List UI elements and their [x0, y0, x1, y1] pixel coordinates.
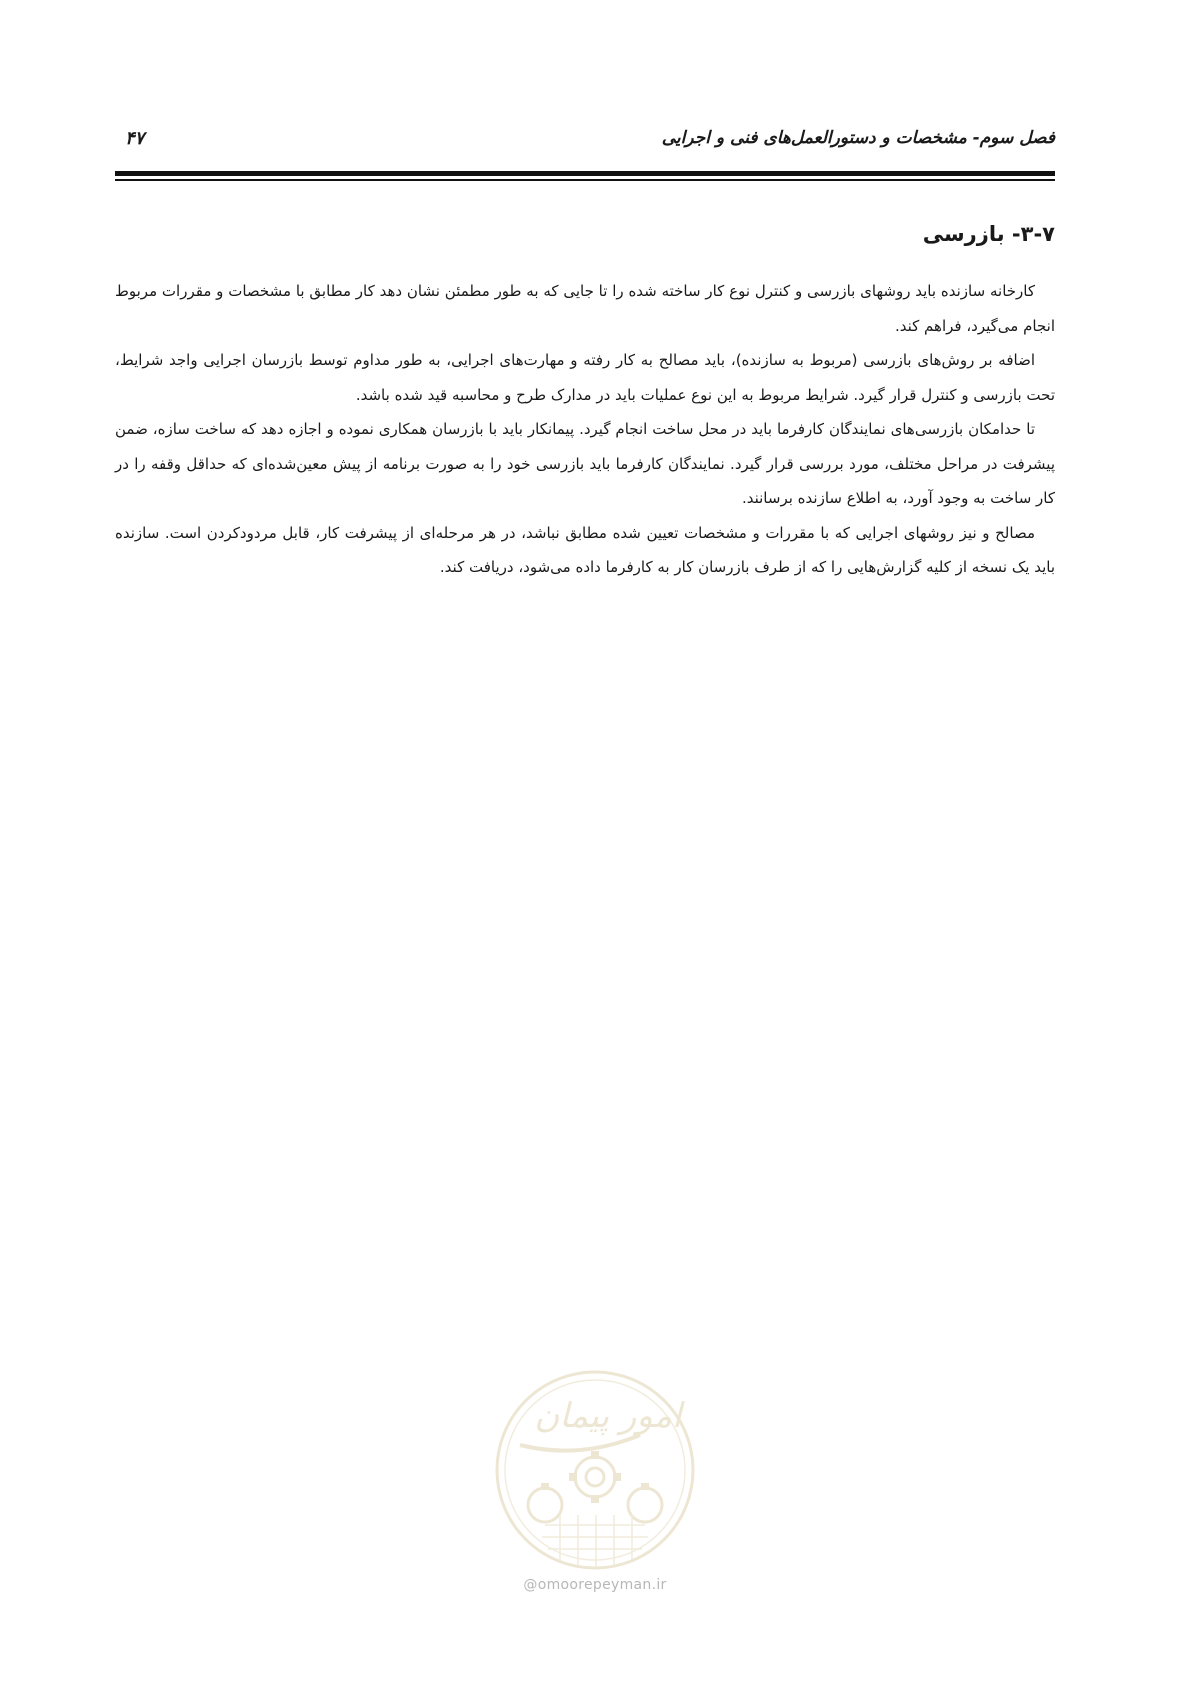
paragraph: تا حدامکان بازرسی‌های نمایندگان کارفرما باید در محل ساخت انجام گیرد. پیمانکار باید با بازرسان همکاری نموده و اجازه دهد که ساخت سازه، ضمن پیشرفت در مراحل مختلف، مورد بررسی قرار گیرد. نمایندگان کارفرما باید بازرسی خود را به صورت برنامه از پیش معین‌شده‌ای که حداقل وقفه را در کار ساخت به وجود آورد، به اطلاع سازنده برسانند. — [115, 420, 1055, 507]
chapter-title: فصل سوم- مشخصات و دستورالعمل‌های فنی و اجرایی — [661, 128, 1055, 148]
section-inspection — [115, 218, 1055, 585]
paragraph: اضافه بر روش‌های بازرسی (مربوط به سازنده)، باید مصالح به کار رفته و مهارت‌های اجرایی، به طور مداوم توسط بازرسان اجرایی واجد شرایط، تحت بازرسی و کنترل قرار گیرد. شرایط مربوط به این نوع عملیات باید در مدارک طرح و محاسبه قید شده باشد. — [115, 351, 1055, 404]
running-header — [115, 128, 1055, 158]
header-rule-thick — [115, 171, 1055, 176]
section-heading: ۳-۷- بازرسی — [922, 222, 1055, 246]
paragraph: مصالح و نیز روشهای اجرایی که با مقررات و مشخصات تعیین شده مطابق نباشد، در هر مرحله‌ای از پیشرفت کار، قابل مردودکردن است. سازنده باید یک نسخه از کلیه گزارش‌هایی را که از طرف بازرسان کار به کارفرما داده می‌شود، دریافت کند. — [115, 523, 1055, 576]
watermark-logo-icon — [490, 1365, 700, 1575]
watermark-url: @omoorepeyman.ir — [523, 1577, 667, 1593]
paragraph: کارخانه سازنده باید روشهای بازرسی و کنترل نوع کار ساخته شده را تا جایی که به طور مطمئن نشان دهد کار مطابق با مشخصات و مقررات مربوط انجام می‌گیرد، فراهم کند. — [115, 282, 1055, 335]
page-number: ۴۷ — [125, 128, 145, 149]
watermark-logo-text: امور پیمان — [534, 1396, 682, 1436]
header-rule-thin — [115, 179, 1055, 181]
